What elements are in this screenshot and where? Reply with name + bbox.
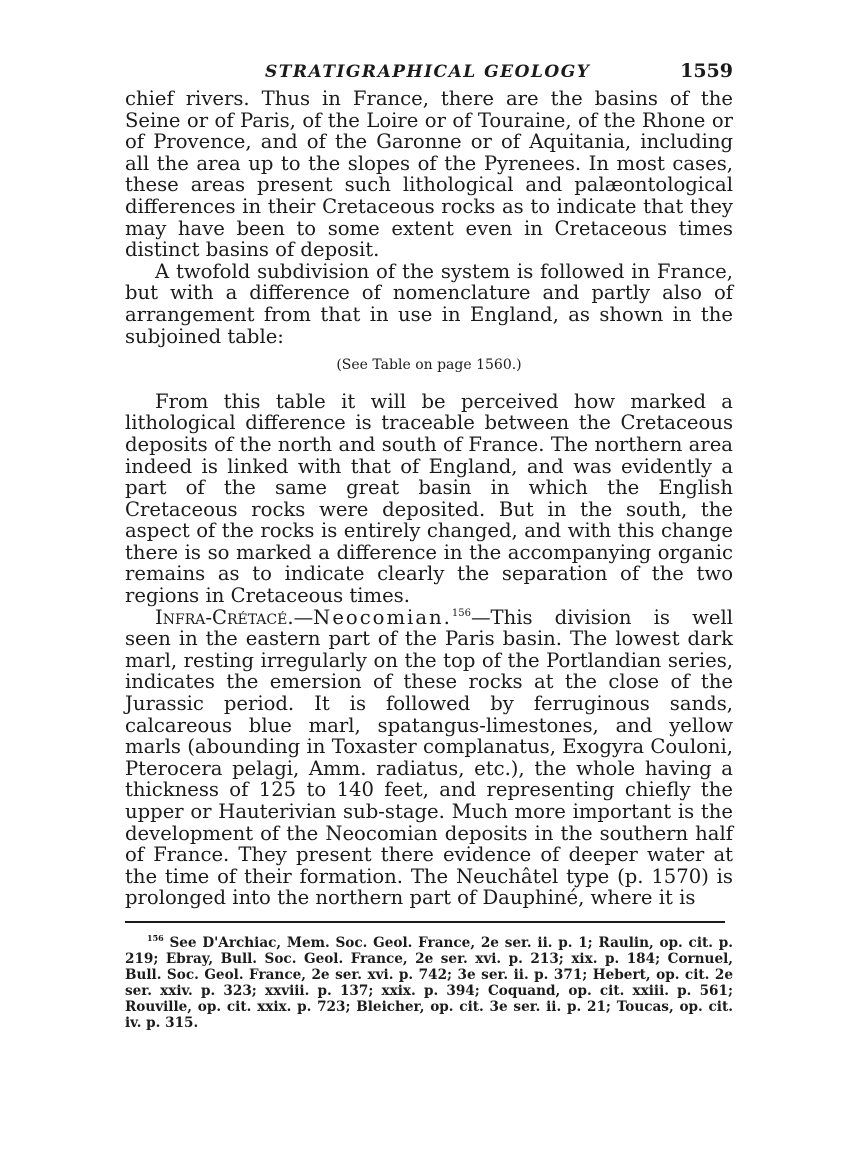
footnote-156 bbox=[125, 932, 733, 1031]
footnotes bbox=[125, 932, 733, 1031]
footnote-number: 156 bbox=[147, 932, 164, 943]
body-text bbox=[125, 88, 733, 909]
subsection-heading-neocomian: Neocomian. bbox=[313, 605, 452, 629]
table-reference: (See Table on page 1560.) bbox=[336, 357, 522, 374]
paragraph-subdivision: A twofold subdivision of the system is followed in France, but with a difference of nomenclature and partly also of arrangement from that in use in England, as shown in the subjoined table: bbox=[125, 259, 733, 348]
footnote-text: See D'Archiac, Mem. Soc. Geol. France, 2e ser. ii. p. 1; Raulin, op. cit. p. 219; Ebray, Bull. Soc. Geol. France, 2e ser. xvi. p. 213; xix. p. 184; Cornuel, Bull. Soc. Geol. France, 2e ser. xvi. p. 742; 3e ser. ii. p. 371; Hebert, op. cit. 2e ser. xxiv. p. 323; xxviii. p. 137; xxix. p. 394; Coquand, op. cit. xxiii. p. 561; Rouville, op. cit. xxix. p. 723; Bleicher, op. cit. 3e ser. ii. p. 21; Toucas, op. cit. iv. p. 315. bbox=[125, 934, 733, 1031]
section-heading-infra-cretace: Infra-Crétacé. bbox=[155, 605, 294, 629]
paragraph-basins: chief rivers. Thus in France, there are the basins of the Seine or of Paris, of the Loire or of Touraine, of the Rhone or of Provence, and of the Garonne or of Aquitania, including all the area up to the slopes of the Pyrenees. In most cases, these areas present such lithological and palæontological differences in their Cretaceous rocks as to indicate that they may have been to some extent even in Cretaceous times distinct basins of deposit. bbox=[125, 87, 733, 262]
footnote-divider bbox=[125, 921, 725, 923]
page-number: 1559 bbox=[680, 60, 733, 82]
book-page bbox=[125, 58, 733, 1031]
neocomian-body: —This division is well seen in the eastern part of the Paris basin. The lowest dark marl, resting irregularly on the top of the Portlandian series, indicates the emersion of these rocks at the close of the Jurassic period. It is followed by ferruginous sands, calcareous blue marl, spatangus-limestones, and yellow marls (abounding in Toxaster complanatus, Exogyra Couloni, Pterocera pelagi, Amm. radiatus, etc.), the whole having a thickness of 125 to 140 feet, and representing chiefly the upper or Hauterivian sub-stage. Much more important is the development of the Neocomian deposits in the southern half of France. They present there evidence of deeper water at the time of their formation. The Neuchâtel type (p. 1570) is prolonged into the northern part of Dauphiné, where it is bbox=[125, 605, 733, 910]
footnote-reference[interactable]: 156 bbox=[451, 607, 471, 619]
running-head: STRATIGRAPHICAL GEOLOGY bbox=[265, 62, 591, 82]
heading-dash: — bbox=[293, 605, 314, 629]
page-header bbox=[125, 58, 733, 88]
paragraph-neocomian bbox=[125, 607, 733, 909]
paragraph-lithological-difference: From this table it will be perceived how marked a lithological difference is traceable between the Cretaceous deposits of the north and south of France. The northern area indeed is linked with that of England, and was evidently a part of the same great basin in which the English Cretaceous rocks were deposited. But in the south, the aspect of the rocks is entirely changed, and with this change there is so marked a difference in the accompanying organic remains as to indicate clearly the separation of the two regions in Cretaceous times. bbox=[125, 389, 733, 608]
